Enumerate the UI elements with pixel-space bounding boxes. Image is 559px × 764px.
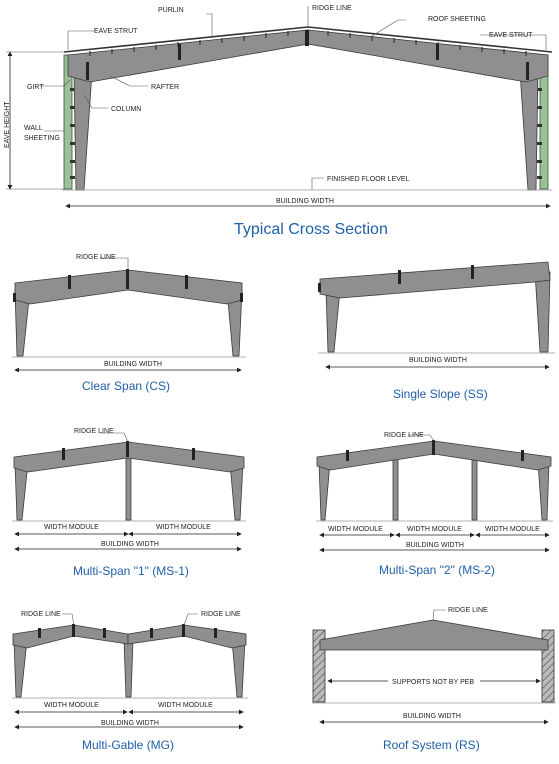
label-column: COLUMN: [111, 106, 142, 113]
ms2-column-center-1: [393, 454, 398, 520]
single-slope-diagram: [318, 262, 555, 401]
ms1-caption: Multi-Span "1" (MS-1): [73, 564, 189, 578]
girts: [70, 70, 542, 179]
ss-column-left: [326, 290, 340, 352]
ms2-width-module-1-label: WIDTH MODULE: [328, 526, 383, 533]
ms2-ridge-line-label: RIDGE LINE: [384, 432, 424, 439]
ms2-column-right: [538, 462, 549, 520]
mg-rafter-right: [128, 625, 246, 648]
label-sheeting: SHEETING: [24, 135, 60, 142]
cs-caption: Clear Span (CS): [82, 379, 171, 393]
rs-roof-frame: [320, 620, 548, 650]
label-purlin: PURLIN: [158, 7, 184, 14]
rs-supports-label: SUPPORTS NOT BY PEB: [392, 679, 475, 686]
mg-ridge-line-1-label: RIDGE LINE: [21, 611, 61, 618]
mg-width-module-1-label: WIDTH MODULE: [44, 702, 99, 709]
ss-rafter: [320, 262, 550, 298]
label-building-width: BUILDING WIDTH: [276, 198, 334, 205]
rs-caption: Roof System (RS): [383, 738, 480, 752]
ss-column-right: [535, 272, 550, 352]
mg-caption: Multi-Gable (MG): [82, 738, 175, 752]
mg-column-right: [232, 640, 245, 697]
rs-building-width-label: BUILDING WIDTH: [403, 713, 461, 720]
mg-building-width-label: BUILDING WIDTH: [101, 720, 159, 727]
ss-building-width-label: BUILDING WIDTH: [409, 357, 467, 364]
label-finished-floor-level: FINISHED FLOOR LEVEL: [327, 176, 410, 183]
ms2-column-center-2: [472, 454, 477, 520]
label-rafter: RAFTER: [151, 84, 179, 91]
label-ridge-line: RIDGE LINE: [312, 5, 352, 12]
cs-building-width-label: BUILDING WIDTH: [104, 361, 162, 368]
rs-ridge-line-label: RIDGE LINE: [448, 607, 488, 614]
mg-ridge-leader-1: [62, 614, 74, 625]
main-cross-section: [4, 5, 552, 238]
column-right: [520, 72, 538, 190]
mg-column-center: [124, 640, 133, 697]
label-wall: WALL: [24, 125, 43, 132]
rafter-left: [68, 30, 308, 82]
ms2-width-module-2-label: WIDTH MODULE: [407, 526, 462, 533]
ms1-width-module-2-label: WIDTH MODULE: [156, 524, 211, 531]
ms1-column-center: [126, 455, 131, 520]
label-eave-height: EAVE HEIGHT: [4, 101, 11, 148]
mg-rafter-left: [13, 625, 128, 648]
clear-span-diagram: [12, 254, 246, 393]
multi-gable-diagram: [12, 611, 248, 752]
diagram-title: Typical Cross Section: [234, 221, 388, 238]
ms1-building-width-label: BUILDING WIDTH: [101, 541, 159, 548]
label-girt: GIRT: [27, 84, 44, 91]
roof-system-diagram: [312, 607, 556, 752]
mg-ridge-line-2-label: RIDGE LINE: [201, 611, 241, 618]
label-eave-strut-right: EAVE STRUT: [489, 32, 533, 39]
label-eave-strut-left: EAVE STRUT: [94, 28, 138, 35]
mg-column-left: [14, 640, 27, 697]
ms2-building-width-label: BUILDING WIDTH: [406, 542, 464, 549]
ms2-column-left: [319, 462, 330, 520]
mg-ridge-leader-2: [184, 614, 198, 625]
ms1-ridge-line-label: RIDGE LINE: [74, 428, 114, 435]
multi-span-1-diagram: [12, 428, 246, 578]
ms2-width-module-3-label: WIDTH MODULE: [485, 526, 540, 533]
mg-width-module-2-label: WIDTH MODULE: [158, 702, 213, 709]
column-left: [74, 72, 92, 190]
rs-ridge-leader: [433, 610, 446, 620]
ss-caption: Single Slope (SS): [393, 387, 488, 401]
ms1-width-module-1-label: WIDTH MODULE: [44, 524, 99, 531]
cs-ridge-line-label: RIDGE LINE: [76, 254, 116, 261]
label-roof-sheeting: ROOF SHEETING: [428, 16, 486, 23]
multi-span-2-diagram: [316, 432, 553, 577]
ms2-caption: Multi-Span "2" (MS-2): [379, 563, 495, 577]
